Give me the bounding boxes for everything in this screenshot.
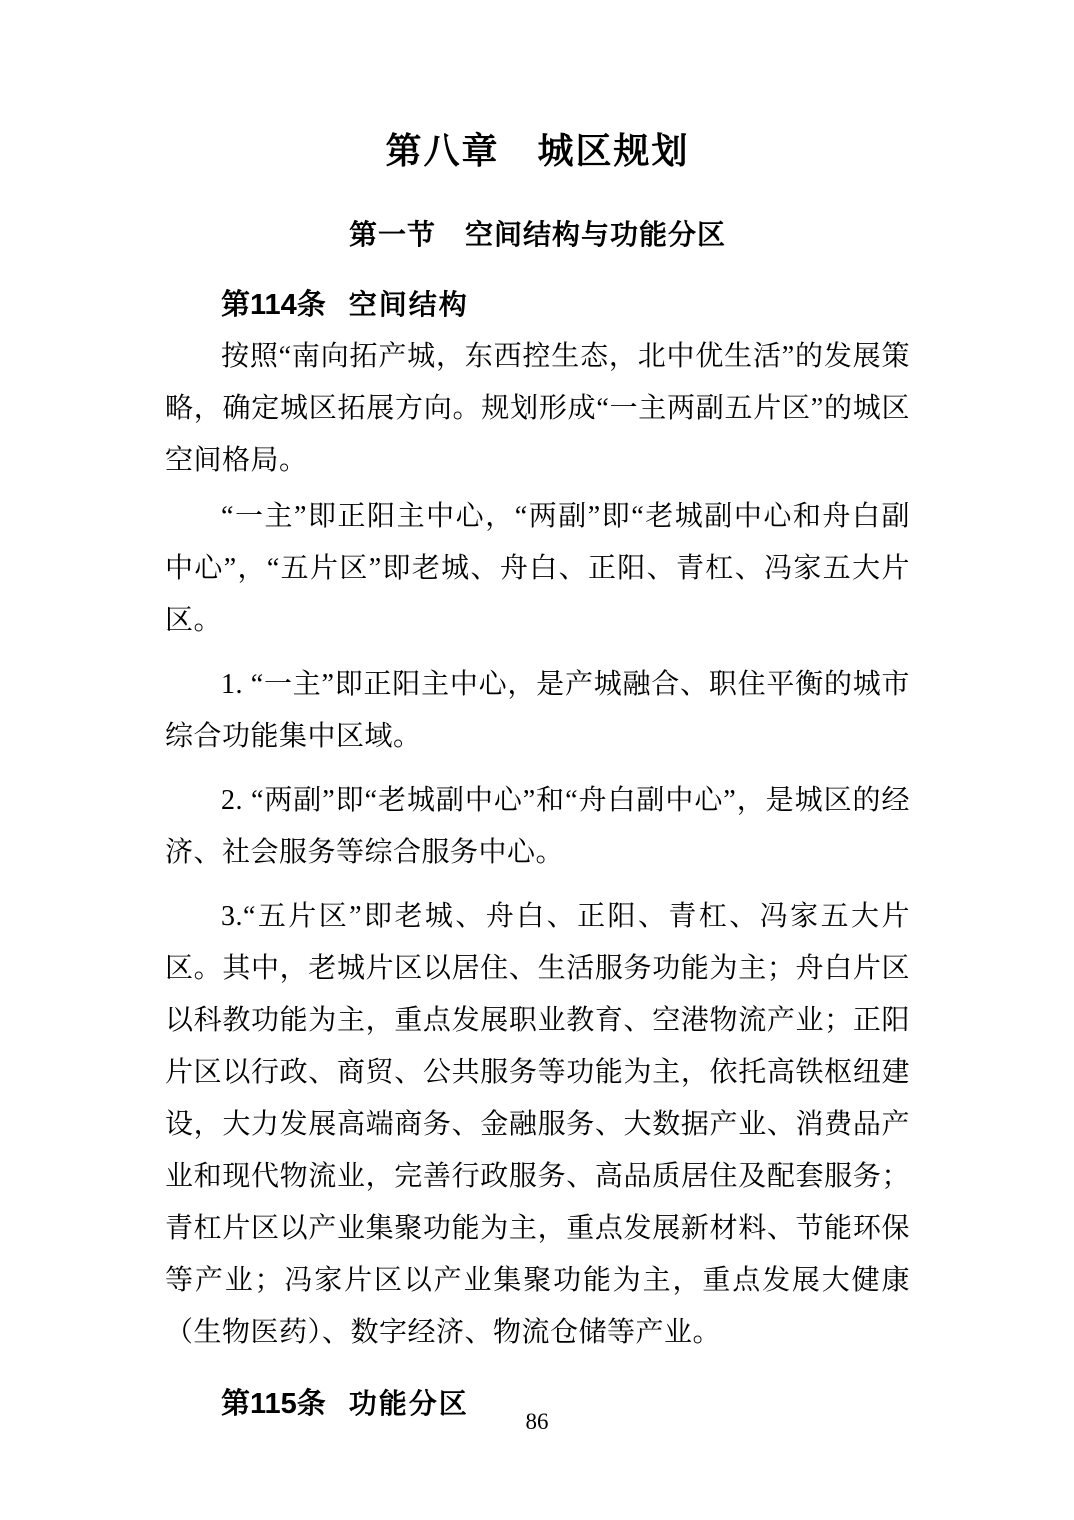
body-paragraph-5: 3.“五片区”即老城、舟白、正阳、青杠、冯家五大片区。其中，老城片区以居住、生活服务功能为主；舟白片区以科教功能为主，重点发展职业教育、空港物流产业；正阳片区以行政、商贸、公共服务等功能为主，依托高铁枢纽建设，大力发展高端商务、金融服务、大数据产业、消费品产业和现代物流业，完善行政服务、高品质居住及配套服务；青杠片区以产业集聚功能为主，重点发展新材料、节能环保等产业；冯家片区以产业集聚功能为主，重点发展大健康（生物医药）、数字经济、物流仓储等产业。 — [165, 901, 910, 1348]
article-115-number: 第115条 — [221, 1388, 326, 1420]
body-paragraph-1: 按照“南向拓产城，东西控生态，北中优生活”的发展策略，确定城区拓展方向。规划形成“一主两副五片区”的城区空间格局。 — [165, 341, 910, 476]
article-114-title: 空间结构 — [348, 290, 469, 321]
page-number: 86 — [525, 1409, 549, 1434]
body-paragraph-2: “一主”即正阳主中心，“两副”即“老城副中心和舟白副中心”，“五片区”即老城、舟白、正阳、青杠、冯家五大片区。 — [165, 501, 910, 636]
chapter-title: 第八章 城区规划 — [385, 131, 690, 171]
section-title: 第一节 空间结构与功能分区 — [348, 219, 726, 250]
body-paragraph-4: 2. “两副”即“老城副中心”和“舟白副中心”，是城区的经济、社会服务等综合服务中心。 — [165, 785, 910, 868]
article-115-title: 功能分区 — [348, 1389, 469, 1420]
article-114-number: 第114条 — [221, 289, 326, 321]
body-paragraph-3: 1. “一主”即正阳主中心，是产城融合、职住平衡的城市综合功能集中区域。 — [165, 669, 910, 752]
article-114-heading — [165, 284, 910, 327]
